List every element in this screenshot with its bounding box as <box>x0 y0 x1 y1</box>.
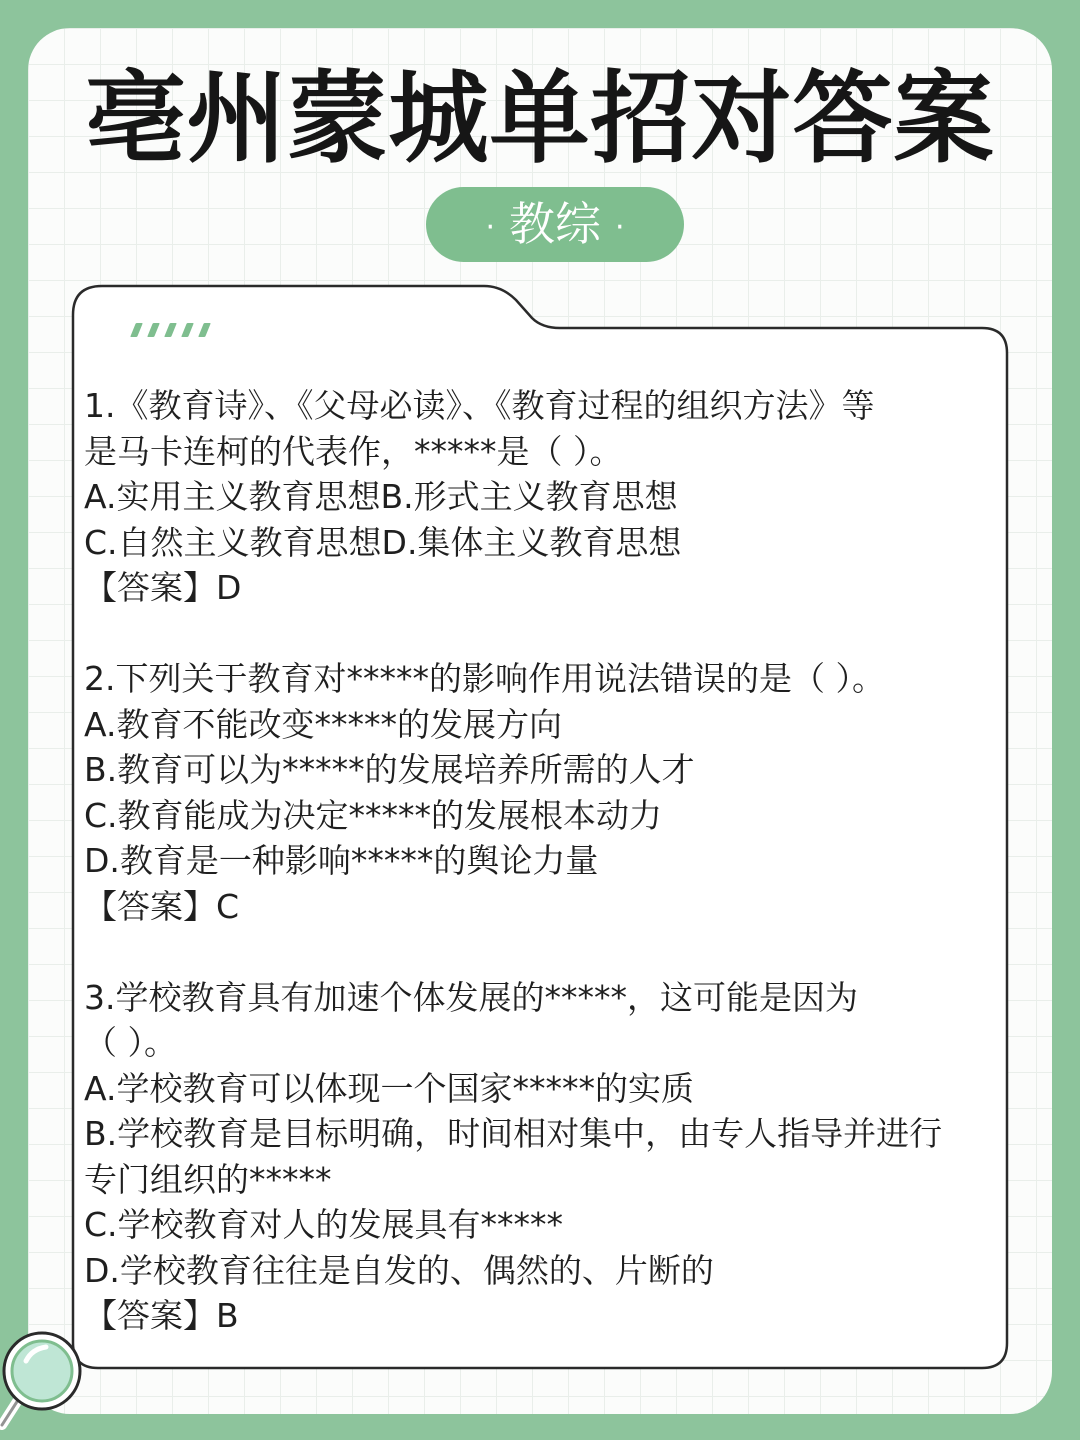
question-1 <box>84 383 994 611</box>
question-option-line: D.教育是一种影响*****的舆论力量 <box>84 841 599 880</box>
question-stem-line: 1.《教育诗》、《父母必读》、《教育过程的组织方法》等 <box>84 386 875 425</box>
question-option-line: A.教育不能改变*****的发展方向 <box>84 704 562 744</box>
question-option-line: 专门组织的***** <box>84 1159 332 1199</box>
question-answer: 【答案】B <box>84 1296 239 1335</box>
dot-right: · <box>615 210 625 245</box>
question-stem-line: （ ）。 <box>84 1023 177 1062</box>
question-answer: 【答案】C <box>84 886 240 926</box>
question-option-line: C.自然主义教育思想D.集体主义教育思想 <box>84 522 682 562</box>
subject-label: 教综 <box>509 197 601 251</box>
question-3 <box>84 975 994 1339</box>
question-option-line: B.学校教育是目标明确，时间相对集中，由专人指导并进行 <box>84 1114 943 1153</box>
question-option-line: A.实用主义教育思想B.形式主义教育思想 <box>84 477 678 516</box>
question-option-line: A.学校教育可以体现一个国家*****的实质 <box>84 1068 694 1108</box>
page-title: 亳州蒙城单招对答案 <box>85 60 995 177</box>
question-list <box>84 383 994 1339</box>
question-option-line: C.学校教育对人的发展具有***** <box>84 1205 564 1244</box>
decorative-dashes <box>133 322 223 336</box>
question-stem-line: 3.学校教育具有加速个体发展的*****，这可能是因为 <box>84 977 858 1017</box>
question-2 <box>84 656 994 929</box>
dot-left: · <box>485 210 495 245</box>
question-option-line: C.教育能成为决定*****的发展根本动力 <box>84 795 663 835</box>
question-stem-line: 是马卡连柯的代表作，*****是（ ）。 <box>84 431 623 471</box>
question-answer: 【答案】D <box>84 568 242 607</box>
question-option-line: D.学校教育往往是自发的、偶然的、片断的 <box>84 1250 714 1290</box>
magnifier-icon <box>0 1325 100 1440</box>
question-stem-line: 2.下列关于教育对*****的影响作用说法错误的是（ ）。 <box>84 659 885 698</box>
question-option-line: B.教育可以为*****的发展培养所需的人才 <box>84 750 695 789</box>
